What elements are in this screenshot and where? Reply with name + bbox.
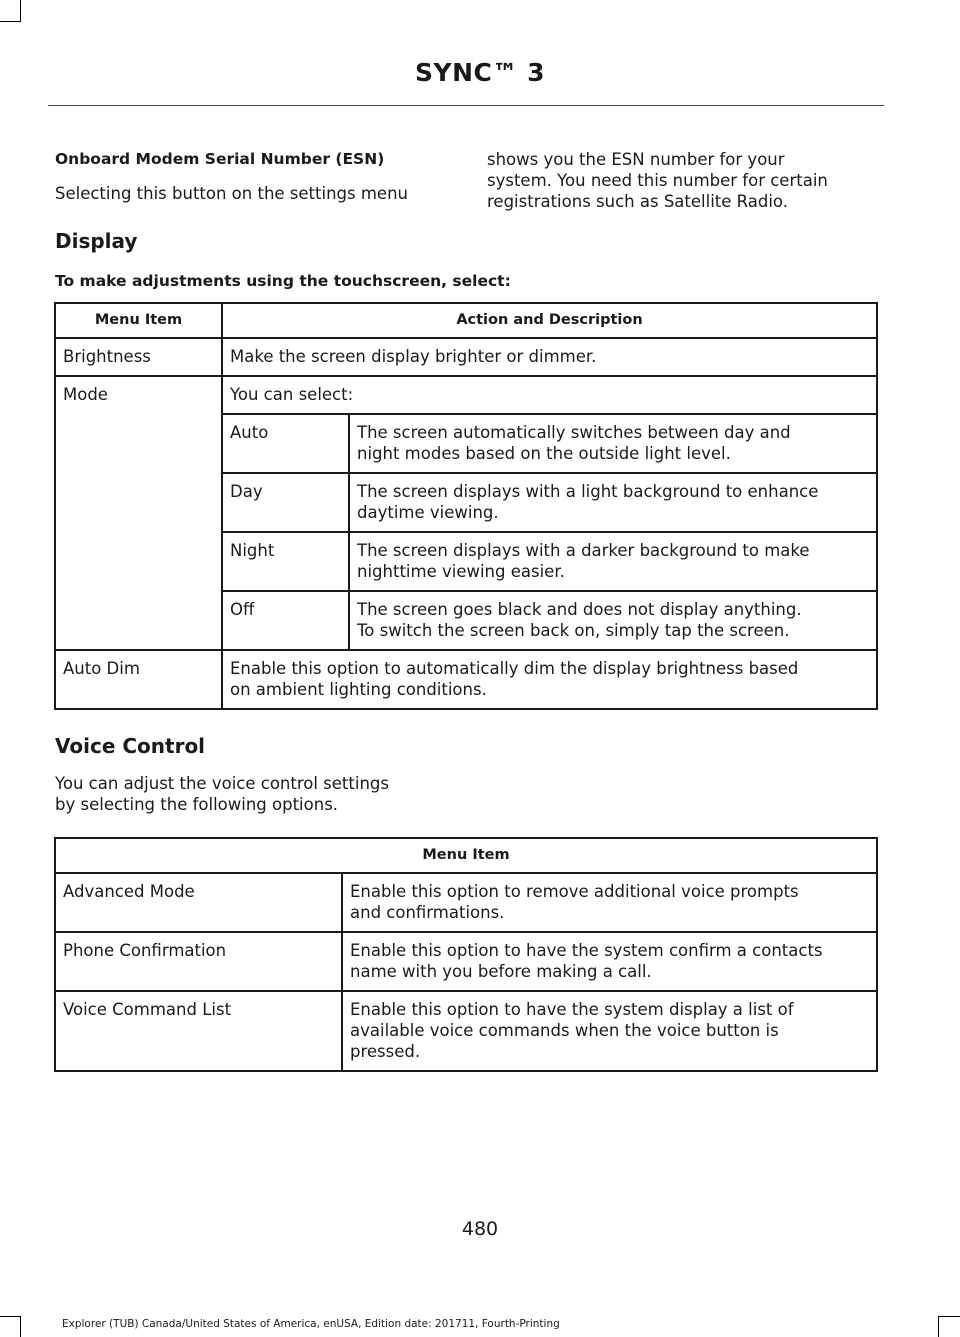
desc-line: nighttime viewing easier.: [357, 562, 565, 581]
row-desc-auto-dim: [222, 650, 877, 709]
table-row: [55, 932, 877, 991]
esn-text-right-line: registrations such as Satellite Radio.: [487, 192, 788, 211]
desc-line: The screen displays with a darker background to make: [357, 541, 810, 560]
row-desc: [342, 873, 877, 932]
crop-mark-bottom-right: [938, 1316, 939, 1337]
display-heading: Display: [55, 229, 138, 253]
display-table: [54, 302, 878, 710]
mode-option-name: Off: [223, 591, 349, 649]
esn-text-right-line: shows you the ESN number for your: [487, 150, 785, 169]
desc-line: night modes based on the outside light level.: [357, 444, 731, 463]
crop-mark-top-left: [20, 0, 21, 22]
desc-line: and confirmations.: [350, 903, 505, 922]
crop-mark-bottom-left: [20, 1316, 21, 1337]
row-item: Phone Confirmation: [55, 932, 342, 991]
mode-intro-row: [223, 377, 876, 414]
mode-option-desc: [349, 473, 876, 532]
mode-option-desc: [349, 591, 876, 649]
row-item: Advanced Mode: [55, 873, 342, 932]
intro-line: by selecting the following options.: [55, 795, 339, 814]
esn-right-column: [487, 149, 887, 212]
row-desc-brightness: Make the screen display brighter or dimmer.: [222, 338, 877, 376]
table-row: [55, 376, 877, 650]
desc-line: Enable this option to have the system display a list of: [350, 1000, 794, 1019]
row-item-mode: Mode: [55, 376, 222, 650]
esn-heading: Onboard Modem Serial Number (ESN): [55, 150, 385, 168]
mode-options-cell: [222, 376, 877, 650]
display-subheading: To make adjustments using the touchscreen, select:: [55, 272, 511, 290]
crop-mark-bottom-right-h: [939, 1316, 960, 1317]
desc-line: Enable this option to have the system confirm a contacts: [350, 941, 823, 960]
mode-options-table: [223, 377, 876, 649]
column-header-menu-item: Menu Item: [55, 303, 222, 338]
esn-text-left: Selecting this button on the settings menu: [55, 184, 408, 203]
desc-line: Enable this option to remove additional voice prompts: [350, 882, 799, 901]
crop-mark-bottom-left-h: [0, 1316, 20, 1317]
voice-table: [54, 837, 878, 1072]
desc-line: on ambient lighting conditions.: [230, 680, 487, 699]
mode-option-desc: [349, 532, 876, 591]
display-table-header-row: [55, 303, 877, 338]
row-item-brightness: Brightness: [55, 338, 222, 376]
intro-line: You can adjust the voice control settings: [55, 774, 389, 793]
mode-option-desc: [349, 414, 876, 473]
mode-option-name: Night: [223, 532, 349, 591]
desc-line: available voice commands when the voice button is: [350, 1021, 779, 1040]
desc-line: The screen displays with a light background to enhance: [357, 482, 819, 501]
footer-edition-info: Explorer (TUB) Canada/United States of America, enUSA, Edition date: 201711, Fourth-Printing: [62, 1318, 560, 1330]
desc-line: pressed.: [350, 1042, 421, 1061]
table-row: [55, 873, 877, 932]
voice-table-header-row: [55, 838, 877, 873]
voice-intro: [55, 773, 475, 815]
mode-option-row: [223, 532, 876, 591]
desc-line: Enable this option to automatically dim the display brightness based: [230, 659, 799, 678]
mode-option-name: Day: [223, 473, 349, 532]
crop-mark-top-left-h: [0, 21, 20, 22]
desc-line: To switch the screen back on, simply tap the screen.: [357, 621, 790, 640]
column-header-menu-item: Menu Item: [55, 838, 877, 873]
table-row: [55, 650, 877, 709]
desc-line: The screen goes black and does not display anything.: [357, 600, 802, 619]
mode-intro: You can select:: [230, 385, 354, 404]
mode-option-name: Auto: [223, 414, 349, 473]
table-row: [55, 338, 877, 376]
desc-line: daytime viewing.: [357, 503, 499, 522]
row-desc: [342, 991, 877, 1071]
column-header-action: Action and Description: [222, 303, 877, 338]
page-number: 480: [461, 1218, 499, 1240]
voice-heading: Voice Control: [55, 734, 206, 758]
row-item: Voice Command List: [55, 991, 342, 1071]
mode-option-row: [223, 473, 876, 532]
esn-left-column: [55, 148, 455, 204]
table-row: [55, 991, 877, 1071]
mode-option-row: [223, 414, 876, 473]
desc-line: The screen automatically switches between day and: [357, 423, 791, 442]
row-desc: [342, 932, 877, 991]
row-item-auto-dim: Auto Dim: [55, 650, 222, 709]
page-title: SYNC™ 3: [415, 58, 545, 87]
mode-option-row: [223, 591, 876, 649]
esn-text-right-line: system. You need this number for certain: [487, 171, 828, 190]
header-divider: [48, 105, 884, 106]
desc-line: name with you before making a call.: [350, 962, 652, 981]
